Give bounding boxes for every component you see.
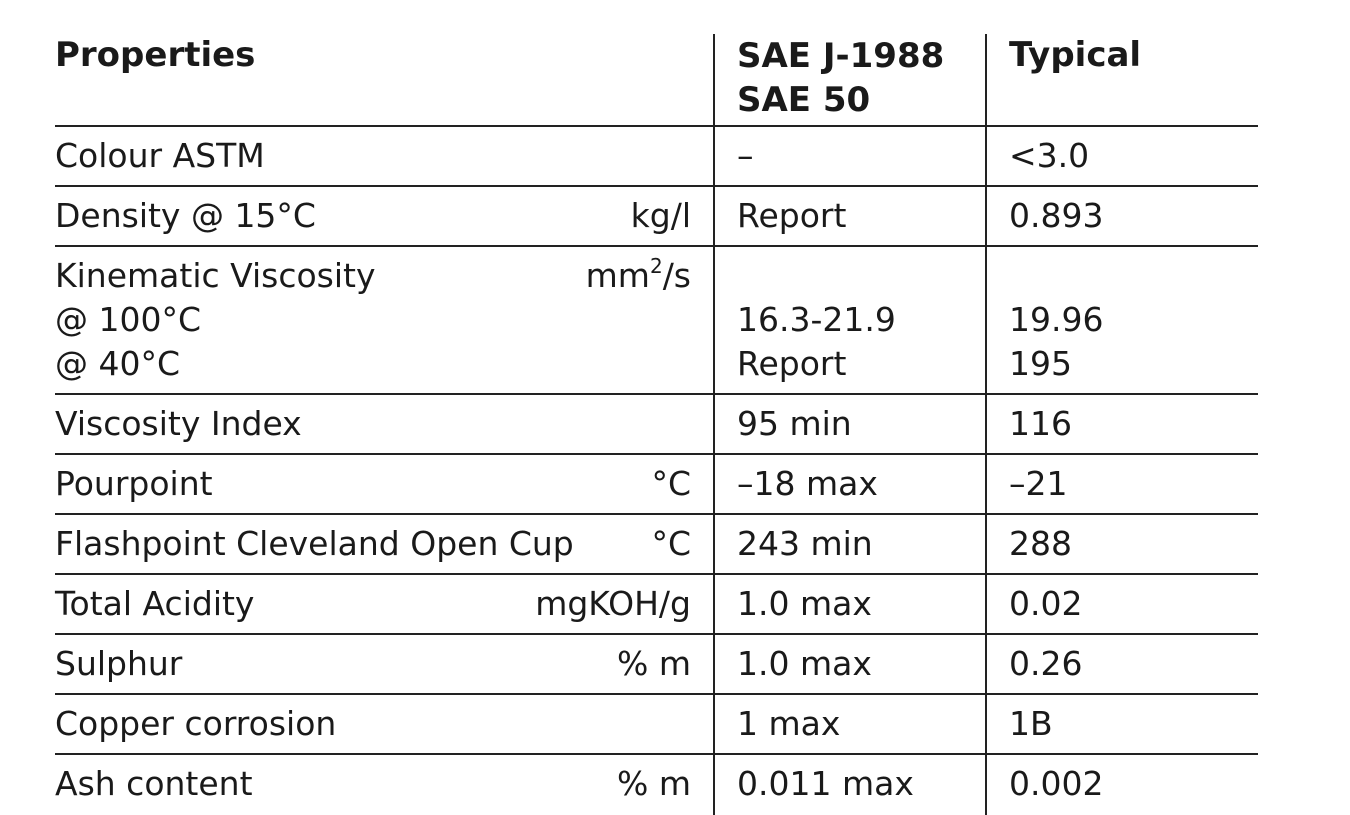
table-row [55,395,1258,455]
header-properties [55,34,713,125]
property-cell [55,127,713,185]
typical-value-line: 19.96 [1009,300,1104,339]
table-row [55,515,1258,575]
standard-value: 243 min [713,515,985,573]
property-label: Total Acidity [55,584,255,623]
property-unit: °C [651,524,691,563]
property-unit: kg/l [630,196,691,235]
property-label: Pourpoint [55,464,213,503]
property-unit: % m [617,644,691,683]
property-sublabel: @ 100°C [55,300,202,339]
standard-value: –18 max [713,455,985,513]
typical-value: 1B [985,695,1258,753]
property-label-stack [55,254,376,393]
property-cell [55,187,713,245]
unit-superscript: 2 [649,254,663,278]
property-label: Sulphur [55,644,183,683]
typical-value: <3.0 [985,127,1258,185]
property-cell [55,455,713,513]
table-row [55,635,1258,695]
unit-base: mm [585,256,650,295]
table-header-row [55,34,1258,127]
header-standard [713,34,985,125]
table-row [55,755,1258,815]
property-cell [55,575,713,633]
header-standard-line2: SAE 50 [737,80,871,120]
standard-value: 1.0 max [713,635,985,693]
standard-value: 1.0 max [713,575,985,633]
property-cell [55,635,713,693]
property-unit [586,254,691,393]
property-unit: % m [617,764,691,803]
property-unit: mgKOH/g [535,584,691,623]
standard-value: 0.011 max [713,755,985,815]
properties-table [55,34,1258,815]
property-unit: °C [651,464,691,503]
standard-value-line: 16.3-21.9 [737,300,896,339]
property-cell [55,695,713,753]
standard-value: 95 min [713,395,985,453]
table-row [55,247,1258,395]
typical-value: 0.893 [985,187,1258,245]
typical-value: 116 [985,395,1258,453]
header-standard-line1: SAE J-1988 [737,36,945,76]
property-label: Kinematic Viscosity [55,256,376,295]
property-cell [55,395,713,453]
property-label: Colour ASTM [55,136,265,175]
standard-value [713,247,985,393]
standard-value-line: Report [737,344,847,383]
property-label: Ash content [55,764,253,803]
header-typical [985,34,1258,125]
property-label: Flashpoint Cleveland Open Cup [55,524,574,563]
property-sublabel: @ 40°C [55,344,181,383]
typical-value: 0.02 [985,575,1258,633]
typical-value: 288 [985,515,1258,573]
property-label: Viscosity Index [55,404,302,443]
property-cell [55,247,713,393]
standard-value: Report [713,187,985,245]
property-cell [55,515,713,573]
header-typical-label: Typical [1009,35,1142,75]
typical-value-line: 195 [1009,344,1072,383]
property-label: Copper corrosion [55,704,337,743]
standard-value: – [713,127,985,185]
typical-value: 0.002 [985,755,1258,815]
unit-rest: /s [662,256,691,295]
table-row [55,187,1258,247]
typical-value: 0.26 [985,635,1258,693]
table-row [55,127,1258,187]
header-properties-label: Properties [55,35,256,75]
typical-value: –21 [985,455,1258,513]
table-row [55,695,1258,755]
table-row [55,455,1258,515]
table-row [55,575,1258,635]
standard-value: 1 max [713,695,985,753]
property-label: Density @ 15°C [55,196,316,235]
typical-value [985,247,1258,393]
property-cell [55,755,713,815]
